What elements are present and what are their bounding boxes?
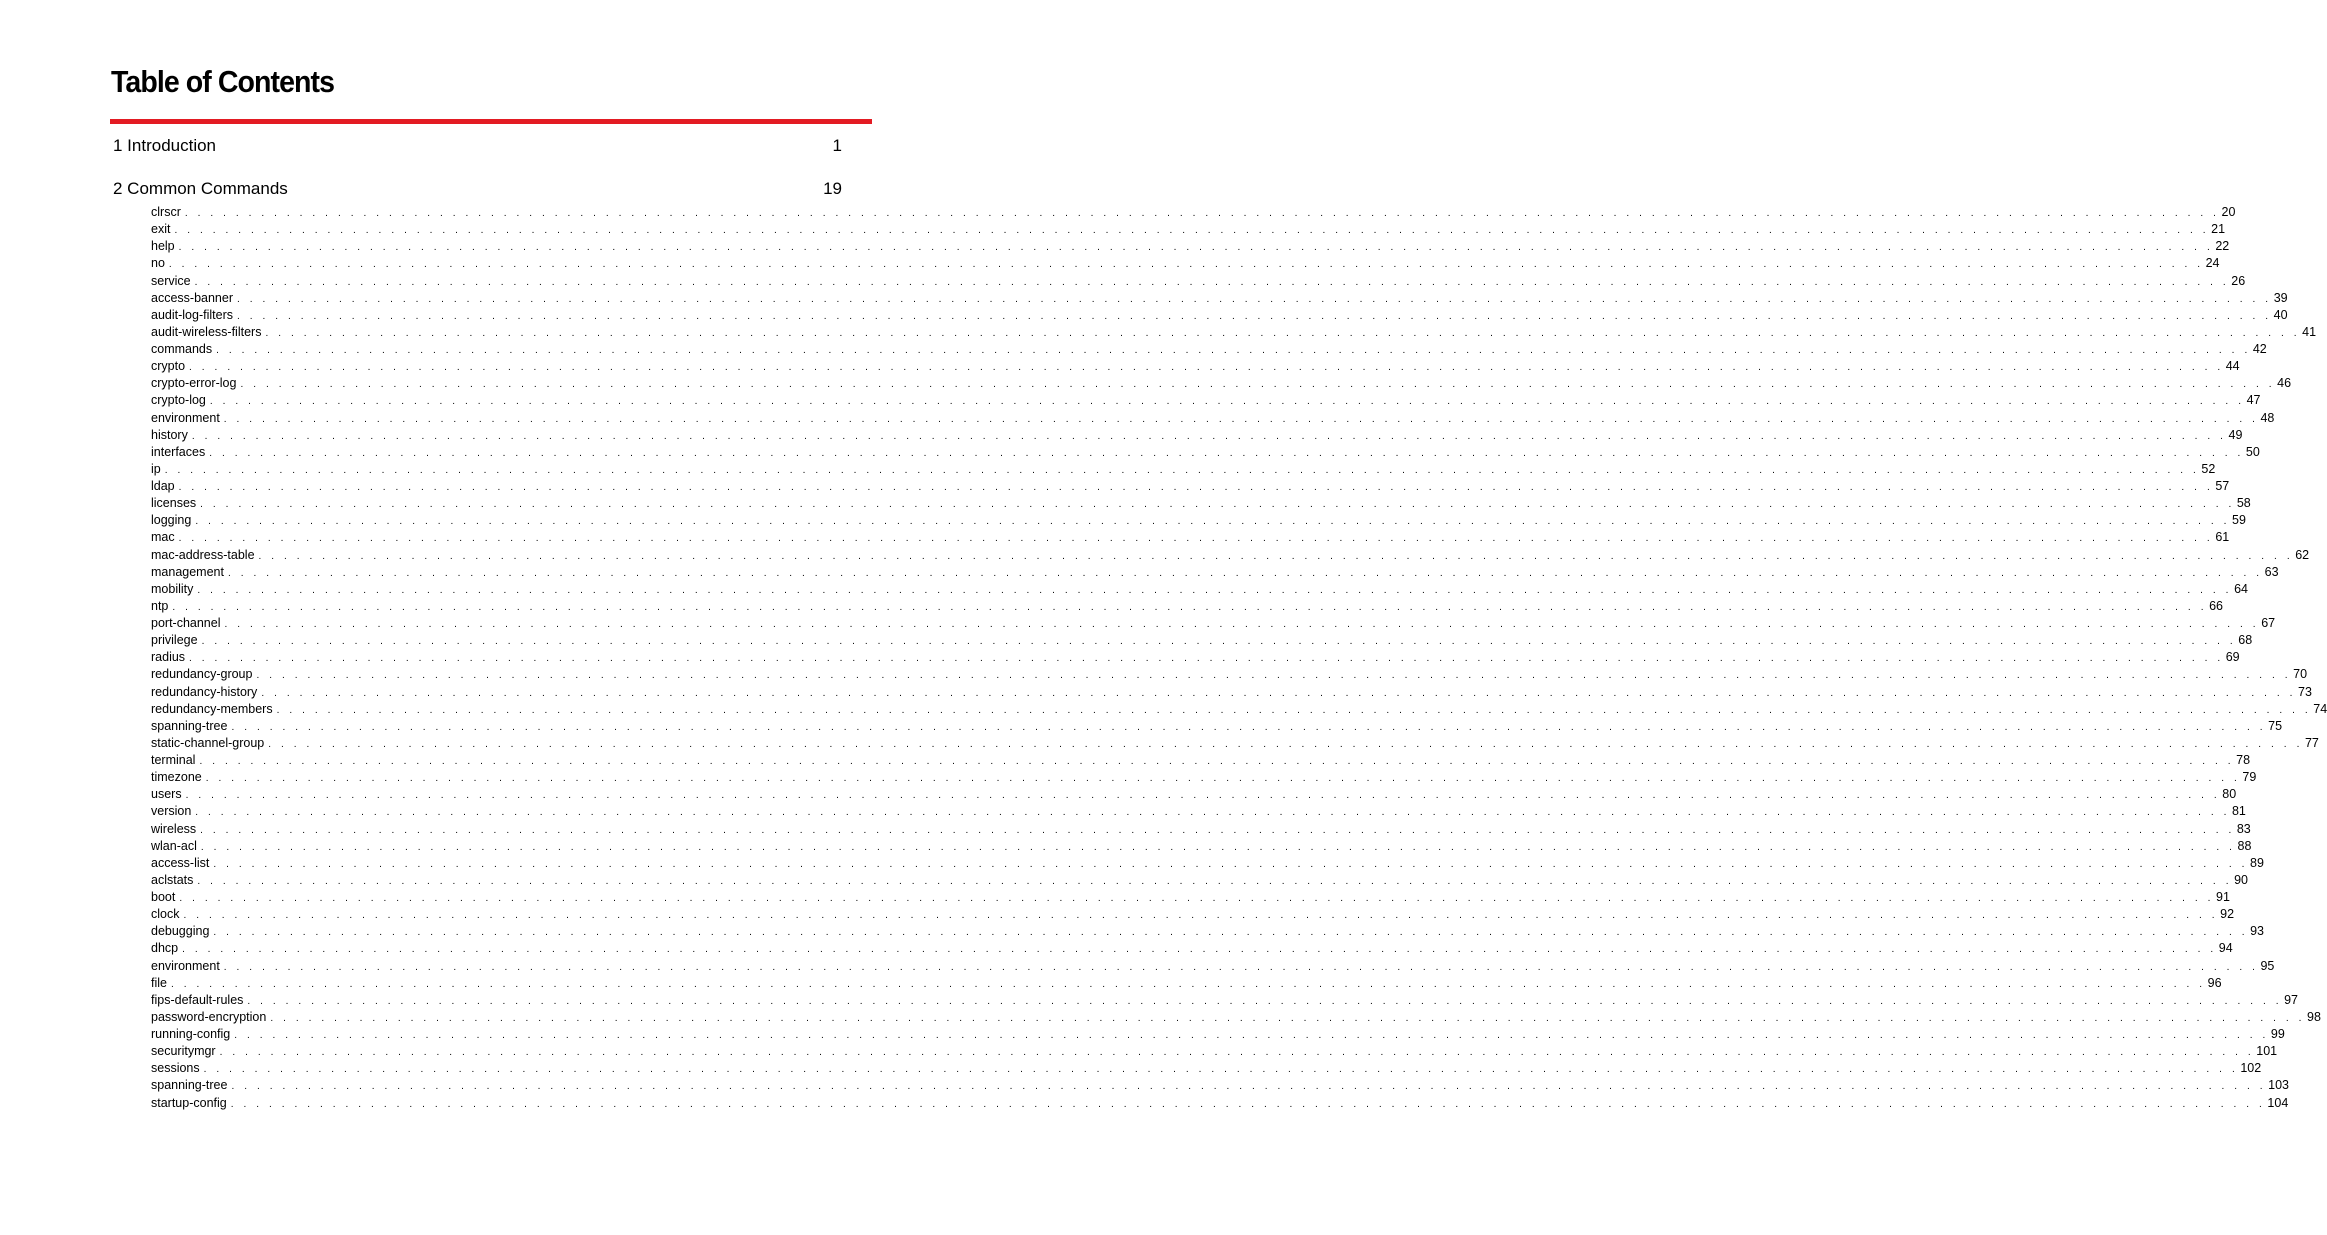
entry-page-number: 50 bbox=[2245, 444, 2260, 459]
entry-name: audit-wireless-filters bbox=[151, 324, 262, 339]
dot-leader: . . . . . . . . . . . . . . . . . . . . . . . . . . . . . . . . . . . . . . . . . . . . . . . . . . . . . . . . . . . . . . . . . . . . . . . . . . . . . . . . . . . . . . . . . . . . . . . . . . . . . . . . . . . . . . . . . . . . . . . . . . . . . . . . . . . . . . . . . . . . . . . . . . . . . . . . . . . . . . . . bbox=[178, 242, 2214, 254]
chapter-title: 2 Common Commands bbox=[113, 179, 288, 198]
entry-name: securitymgr bbox=[151, 1044, 216, 1059]
entry-name: crypto-error-log bbox=[151, 376, 237, 391]
toc-entry[interactable] bbox=[151, 358, 2240, 375]
entry-page-number: 83 bbox=[2236, 821, 2251, 836]
toc-entry[interactable] bbox=[151, 512, 2246, 529]
entry-page-number: 67 bbox=[2261, 616, 2276, 630]
entry-page-number: 73 bbox=[2298, 684, 2312, 699]
dot-leader: . . . . . . . . . . . . . . . . . . . . . . . . . . . . . . . . . . . . . . . . . . . . . . . . . . . . . . . . . . . . . . . . . . . . . . . . . . . . . . . . . . . . . . . . . . . . . . . . . . . . . . . . . . . . . . . . . . . . . . . . . . . . . . . . . . . . . . . . . . . . . . . . . . . . . . . . . . . . . . . . bbox=[256, 670, 2292, 682]
entry-name: timezone bbox=[151, 770, 202, 785]
entry-page-number: 63 bbox=[2264, 564, 2279, 579]
toc-entry[interactable] bbox=[151, 238, 2230, 255]
toc-chapter-introduction[interactable] bbox=[113, 135, 842, 157]
entry-page-number: 24 bbox=[2205, 256, 2220, 271]
entry-page-number: 98 bbox=[2307, 1009, 2321, 1024]
toc-entry[interactable] bbox=[151, 684, 2312, 701]
entry-name: mobility bbox=[151, 581, 194, 596]
entry-page-number: 97 bbox=[2284, 992, 2298, 1007]
entry-page-number: 40 bbox=[2273, 307, 2288, 322]
entry-page-number: 74 bbox=[2313, 701, 2327, 716]
toc-entry[interactable] bbox=[151, 221, 2226, 238]
dot-leader: . . . . . . . . . . . . . . . . . . . . . . . . . . . . . . . . . . . . . . . . . . . . . . . . . . . . . . . . . . . . . . . . . . . . . . . . . . . . . . . . . . . . . . . . . . . . . . . . . . . . . . . . . . . . . . . . . . . . . . . . . . . . . . . . . . . . . . . . . . . . . . . . . . . . . . . . . . . . . . . . bbox=[197, 584, 2233, 596]
toc-entry[interactable] bbox=[151, 666, 2308, 683]
entry-name: debugging bbox=[151, 924, 210, 939]
dot-leader: . . . . . . . . . . . . . . . . . . . . . . . . . . . . . . . . . . . . . . . . . . . . . . . . . . . . . . . . . . . . . . . . . . . . . . . . . . . . . . . . . . . . . . . . . . . . . . . . . . . . . . . . . . . . . . . . . . . . . . . . . . . . . . . . . . . . . . . . . . . . . . . . . . . . . . . . . . . . . . . . bbox=[219, 1047, 2255, 1059]
entry-page-number: 81 bbox=[2231, 804, 2246, 819]
toc-entry[interactable] bbox=[151, 495, 2251, 512]
entry-page-number: 101 bbox=[2256, 1044, 2278, 1059]
toc-entry[interactable] bbox=[151, 735, 2319, 752]
dot-leader: . . . . . . . . . . . . . . . . . . . . . . . . . . . . . . . . . . . . . . . . . . . . . . . . . . . . . . . . . . . . . . . . . . . . . . . . . . . . . . . . . . . . . . . . . . . . . . . . . . . . . . . . . . . . . . . . . . . . . . . . . . . . . . . . . . . . . . . . . . . . . . . . . . . . . . . . . . . . . . . . bbox=[234, 1030, 2269, 1041]
dot-leader: . . . . . . . . . . . . . . . . . . . . . . . . . . . . . . . . . . . . . . . . . . . . . . . . . . . . . . . . . . . . . . . . . . . . . . . . . . . . . . . . . . . . . . . . . . . . . . . . . . . . . . . . . . . . . . . . . . . . . . . . . . . . . . . . . . . . . . . . . . . . . . . . . . . . . . . . . . . . . . . . bbox=[199, 756, 2235, 767]
entry-page-number: 22 bbox=[2215, 239, 2230, 254]
toc-entry[interactable] bbox=[151, 992, 2298, 1009]
entry-name: redundancy-history bbox=[151, 684, 258, 699]
entry-page-number: 92 bbox=[2220, 907, 2235, 922]
entry-name: ip bbox=[151, 461, 161, 476]
dot-leader: . . . . . . . . . . . . . . . . . . . . . . . . . . . . . . . . . . . . . . . . . . . . . . . . . . . . . . . . . . . . . . . . . . . . . . . . . . . . . . . . . . . . . . . . . . . . . . . . . . . . . . . . . . . . . . . . . . . . . . . . . . . . . . . . . . . . . . . . . . . . . . . . . . . . . . . . . . . . . . . . bbox=[195, 516, 2231, 528]
entry-page-number: 68 bbox=[2238, 633, 2253, 648]
dot-leader: . . . . . . . . . . . . . . . . . . . . . . . . . . . . . . . . . . . . . . . . . . . . . . . . . . . . . . . . . . . . . . . . . . . . . . . . . . . . . . . . . . . . . . . . . . . . . . . . . . . . . . . . . . . . . . . . . . . . . . . . . . . . . . . . . . . . . . . . . . . . . . . . . . . . . . . . . . . . . . . . bbox=[189, 362, 2224, 374]
entry-page-number: 46 bbox=[2277, 376, 2292, 391]
entry-name: radius bbox=[151, 650, 186, 665]
dot-leader: . . . . . . . . . . . . . . . . . . . . . . . . . . . . . . . . . . . . . . . . . . . . . . . . . . . . . . . . . . . . . . . . . . . . . . . . . . . . . . . . . . . . . . . . . . . . . . . . . . . . . . . . . . . . . . . . . . . . . . . . . . . . . . . . . . . . . . . . . . . . . . . . . . . . . . . . . . . . . . . . bbox=[191, 430, 2227, 442]
dot-leader: . . . . . . . . . . . . . . . . . . . . . . . . . . . . . . . . . . . . . . . . . . . . . . . . . . . . . . . . . . . . . . . . . . . . . . . . . . . . . . . . . . . . . . . . . . . . . . . . . . . . . . . . . . . . . . . . . . . . . . . . . . . . . . . . . . . . . . . . . . . . . . . . . . . . . . . . . . . . . . . . bbox=[184, 208, 2220, 219]
entry-page-number: 77 bbox=[2304, 735, 2319, 750]
dot-leader: . . . . . . . . . . . . . . . . . . . . . . . . . . . . . . . . . . . . . . . . . . . . . . . . . . . . . . . . . . . . . . . . . . . . . . . . . . . . . . . . . . . . . . . . . . . . . . . . . . . . . . . . . . . . . . . . . . . . . . . . . . . . . . . . . . . . . . . . . . . . . . . . . . . . . . . . . . . . . . . . bbox=[174, 225, 2210, 237]
dot-leader: . . . . . . . . . . . . . . . . . . . . . . . . . . . . . . . . . . . . . . . . . . . . . . . . . . . . . . . . . . . . . . . . . . . . . . . . . . . . . . . . . . . . . . . . . . . . . . . . . . . . . . . . . . . . . . . . . . . . . . . . . . . . . . . . . . . . . . . . . . . . . . . . . . . . . . . . . . . . . . . . bbox=[268, 738, 2303, 750]
dot-leader: . . . . . . . . . . . . . . . . . . . . . . . . . . . . . . . . . . . . . . . . . . . . . . . . . . . . . . . . . . . . . . . . . . . . . . . . . . . . . . . . . . . . . . . . . . . . . . . . . . . . . . . . . . . . . . . . . . . . . . . . . . . . . . . . . . . . . . . . . . . . . . . . . . . . . . . . . . . . . . . . bbox=[247, 995, 2283, 1007]
entry-name: static-channel-group bbox=[151, 735, 265, 750]
dot-leader: . . . . . . . . . . . . . . . . . . . . . . . . . . . . . . . . . . . . . . . . . . . . . . . . . . . . . . . . . . . . . . . . . . . . . . . . . . . . . . . . . . . . . . . . . . . . . . . . . . . . . . . . . . . . . . . . . . . . . . . . . . . . . . . . . . . . . . . . . . . . . . . . . . . . . . . . . . . . . . . . bbox=[183, 910, 2219, 922]
entry-name: environment bbox=[151, 410, 220, 425]
entry-page-number: 47 bbox=[2246, 393, 2261, 408]
toc-entry[interactable] bbox=[151, 547, 2310, 564]
dot-leader: . . . . . . . . . . . . . . . . . . . . . . . . . . . . . . . . . . . . . . . . . . . . . . . . . . . . . . . . . . . . . . . . . . . . . . . . . . . . . . . . . . . . . . . . . . . . . . . . . . . . . . . . . . . . . . . . . . . . . . . . . . . . . . . . . . . . . . . . . . . . . . . . . . . . . . . . . . . . . . . . bbox=[170, 978, 2206, 990]
toc-entry[interactable] bbox=[151, 649, 2240, 666]
entry-page-number: 44 bbox=[2225, 359, 2240, 374]
dot-leader: . . . . . . . . . . . . . . . . . . . . . . . . . . . . . . . . . . . . . . . . . . . . . . . . . . . . . . . . . . . . . . . . . . . . . . . . . . . . . . . . . . . . . . . . . . . . . . . . . . . . . . . . . . . . . . . . . . . . . . . . . . . . . . . . . . . . . . . . . . . . . . . . . . . . . . . . . . . . . . . . bbox=[194, 276, 2230, 288]
dot-leader: . . . . . . . . . . . . . . . . . . . . . . . . . . . . . . . . . . . . . . . . . . . . . . . . . . . . . . . . . . . . . . . . . . . . . . . . . . . . . . . . . . . . . . . . . . . . . . . . . . . . . . . . . . . . . . . . . . . . . . . . . . . . . . . . . . . . . . . . . . . . . . . . . . . . . . . . . . . . . . . . bbox=[200, 824, 2235, 836]
entry-name: running-config bbox=[151, 1027, 231, 1041]
entry-page-number: 59 bbox=[2232, 513, 2246, 528]
toc-entry[interactable] bbox=[151, 392, 2261, 409]
entry-name: wlan-acl bbox=[151, 838, 197, 853]
entry-name: commands bbox=[151, 342, 213, 356]
entry-page-number: 49 bbox=[2228, 427, 2243, 442]
toc-chapter-common-commands[interactable] bbox=[113, 178, 842, 200]
toc-entry[interactable] bbox=[151, 821, 2251, 838]
chapter-page-number: 19 bbox=[823, 179, 842, 198]
toc-entry[interactable] bbox=[151, 769, 2257, 786]
entry-name: aclstats bbox=[151, 872, 194, 887]
dot-leader: . . . . . . . . . . . . . . . . . . . . . . . . . . . . . . . . . . . . . . . . . . . . . . . . . . . . . . . . . . . . . . . . . . . . . . . . . . . . . . . . . . . . . . . . . . . . . . . . . . . . . . . . . . . . . . . . . . . . . . . . . . . . . . . . . . . . . . . . . . . . . . . . . . . . . . . . . . . . . . . . bbox=[179, 893, 2215, 904]
entry-page-number: 70 bbox=[2293, 667, 2308, 682]
entry-name: spanning-tree bbox=[151, 718, 228, 733]
entry-name: spanning-tree bbox=[151, 1078, 228, 1093]
toc-entry[interactable] bbox=[151, 324, 2317, 341]
entry-name: crypto-log bbox=[151, 393, 206, 408]
toc-entry[interactable] bbox=[151, 307, 2288, 324]
dot-leader: . . . . . . . . . . . . . . . . . . . . . . . . . . . . . . . . . . . . . . . . . . . . . . . . . . . . . . . . . . . . . . . . . . . . . . . . . . . . . . . . . . . . . . . . . . . . . . . . . . . . . . . . . . . . . . . . . . . . . . . . . . . . . . . . . . . . . . . . . . . . . . . . . . . . . . . . . . . . . . . . bbox=[185, 790, 2221, 802]
entry-page-number: 57 bbox=[2215, 479, 2230, 493]
entry-page-number: 96 bbox=[2207, 975, 2222, 990]
entry-page-number: 48 bbox=[2260, 410, 2275, 425]
toc-entry[interactable] bbox=[151, 1043, 2278, 1060]
entry-page-number: 20 bbox=[2221, 205, 2236, 219]
dot-leader: . . . . . . . . . . . . . . . . . . . . . . . . . . . . . . . . . . . . . . . . . . . . . . . . . . . . . . . . . . . . . . . . . . . . . . . . . . . . . . . . . . . . . . . . . . . . . . . . . . . . . . . . . . . . . . . . . . . . . . . . . . . . . . . . . . . . . . . . . . . . . . . . . . . . . . . . . . . . . . . . bbox=[205, 773, 2241, 785]
entry-name: boot bbox=[151, 890, 176, 904]
entry-page-number: 89 bbox=[2250, 855, 2264, 870]
toc-entry[interactable] bbox=[151, 958, 2275, 975]
entry-name: crypto bbox=[151, 359, 186, 374]
toc-entry[interactable] bbox=[151, 786, 2237, 803]
entry-page-number: 99 bbox=[2270, 1027, 2285, 1041]
entry-name: users bbox=[151, 787, 182, 802]
title-rule bbox=[110, 119, 872, 124]
entry-name: access-banner bbox=[151, 290, 233, 305]
dot-leader: . . . . . . . . . . . . . . . . . . . . . . . . . . . . . . . . . . . . . . . . . . . . . . . . . . . . . . . . . . . . . . . . . . . . . . . . . . . . . . . . . . . . . . . . . . . . . . . . . . . . . . . . . . . . . . . . . . . . . . . . . . . . . . . . . . . . . . . . . . . . . . . . . . . . . . . . . . . . . . . . bbox=[276, 704, 2312, 716]
entry-name: wireless bbox=[151, 821, 197, 836]
dot-leader: . . . . . . . . . . . . . . . . . . . . . . . . . . . . . . . . . . . . . . . . . . . . . . . . . . . . . . . . . . . . . . . . . . . . . . . . . . . . . . . . . . . . . . . . . . . . . . . . . . . . . . . . . . . . . . . . . . . . . . . . . . . . . . . . . . . . . . . . . . . . . . . . . . . . . . . . . . . . . . . . bbox=[230, 1098, 2266, 1110]
entry-page-number: 26 bbox=[2231, 273, 2246, 288]
entry-page-number: 61 bbox=[2215, 530, 2230, 545]
dot-leader: . . . . . . . . . . . . . . . . . . . . . . . . . . . . . . . . . . . . . . . . . . . . . . . . . . . . . . . . . . . . . . . . . . . . . . . . . . . . . . . . . . . . . . . . . . . . . . . . . . . . . . . . . . . . . . . . . . . . . . . . . . . . . . . . . . . . . . . . . . . . . . . . . . . . . . . . . . . . . . . . bbox=[240, 379, 2276, 391]
entry-name: terminal bbox=[151, 753, 196, 767]
entry-name: mac-address-table bbox=[151, 547, 255, 562]
toc-entry[interactable] bbox=[151, 478, 2230, 495]
entry-page-number: 52 bbox=[2201, 461, 2216, 476]
dot-leader: . . . . . . . . . . . . . . . . . . . . . . . . . . . . . . . . . . . . . . . . . . . . . . . . . . . . . . . . . . . . . . . . . . . . . . . . . . . . . . . . . . . . . . . . . . . . . . . . . . . . . . . . . . . . . . . . . . . . . . . . . . . . . . . . . . . . . . . . . . . . . . . . . . . . . . . . . . . . . . . . bbox=[203, 1064, 2239, 1076]
entry-name: port-channel bbox=[151, 616, 221, 630]
entry-name: privilege bbox=[151, 633, 198, 648]
toc-entry[interactable] bbox=[151, 889, 2230, 906]
toc-entry[interactable] bbox=[151, 906, 2235, 923]
entry-page-number: 94 bbox=[2218, 941, 2233, 956]
dot-leader: . . . . . . . . . . . . . . . . . . . . . . . . . . . . . . . . . . . . . . . . . . . . . . . . . . . . . . . . . . . . . . . . . . . . . . . . . . . . . . . . . . . . . . . . . . . . . . . . . . . . . . . . . . . . . . . . . . . . . . . . . . . . . . . . . . . . . . . . . . . . . . . . . . . . . . . . . . . . . . . . bbox=[178, 533, 2214, 545]
entry-page-number: 104 bbox=[2267, 1095, 2289, 1110]
dot-leader: . . . . . . . . . . . . . . . . . . . . . . . . . . . . . . . . . . . . . . . . . . . . . . . . . . . . . . . . . . . . . . . . . . . . . . . . . . . . . . . . . . . . . . . . . . . . . . . . . . . . . . . . . . . . . . . . . . . . . . . . . . . . . . . . . . . . . . . . . . . . . . . . . . . . . . . . . . . . . . . . bbox=[223, 961, 2259, 973]
toc-entry[interactable] bbox=[151, 598, 2223, 615]
dot-leader: . . . . . . . . . . . . . . . . . . . . . . . . . . . . . . . . . . . . . . . . . . . . . . . . . . . . . . . . . . . . . . . . . . . . . . . . . . . . . . . . . . . . . . . . . . . . . . . . . . . . . . . . . . . . . . . . . . . . . . . . . . . . . . . . . . . . . . . . . . . . . . . . . . . . . . . . . . . . . . . . bbox=[168, 259, 2204, 271]
dot-leader: . . . . . . . . . . . . . . . . . . . . . . . . . . . . . . . . . . . . . . . . . . . . . . . . . . . . . . . . . . . . . . . . . . . . . . . . . . . . . . . . . . . . . . . . . . . . . . . . . . . . . . . . . . . . . . . . . . . . . . . . . . . . . . . . . . . . . . . . . . . . . . . . . . . . . . . . . . . . . . . . bbox=[209, 447, 2244, 459]
toc-entry[interactable] bbox=[151, 1060, 2262, 1077]
dot-leader: . . . . . . . . . . . . . . . . . . . . . . . . . . . . . . . . . . . . . . . . . . . . . . . . . . . . . . . . . . . . . . . . . . . . . . . . . . . . . . . . . . . . . . . . . . . . . . . . . . . . . . . . . . . . . . . . . . . . . . . . . . . . . . . . . . . . . . . . . . . . . . . . . . . . . . . . . . . . . . . . bbox=[195, 807, 2230, 819]
entry-name: file bbox=[151, 975, 167, 990]
entry-name: clrscr bbox=[151, 205, 181, 219]
toc-entry[interactable] bbox=[151, 461, 2216, 478]
page-title: Table of Contents bbox=[111, 64, 335, 99]
dot-leader: . . . . . . . . . . . . . . . . . . . . . . . . . . . . . . . . . . . . . . . . . . . . . . . . . . . . . . . . . . . . . . . . . . . . . . . . . . . . . . . . . . . . . . . . . . . . . . . . . . . . . . . . . . . . . . . . . . . . . . . . . . . . . . . . . . . . . . . . . . . . . . . . . . . . . . . . . . . . . . . . bbox=[224, 619, 2260, 630]
entry-page-number: 90 bbox=[2234, 872, 2248, 887]
dot-leader: . . . . . . . . . . . . . . . . . . . . . . . . . . . . . . . . . . . . . . . . . . . . . . . . . . . . . . . . . . . . . . . . . . . . . . . . . . . . . . . . . . . . . . . . . . . . . . . . . . . . . . . . . . . . . . . . . . . . . . . . . . . . . . . . . . . . . . . . . . . . . . . . . . . . . . . . . . . . . . . . bbox=[265, 327, 2301, 339]
toc-entry[interactable] bbox=[151, 701, 2327, 718]
entry-name: redundancy-group bbox=[151, 667, 253, 682]
toc-entry[interactable] bbox=[151, 290, 2288, 307]
entry-name: startup-config bbox=[151, 1095, 227, 1110]
dot-leader: . . . . . . . . . . . . . . . . . . . . . . . . . . . . . . . . . . . . . . . . . . . . . . . . . . . . . . . . . . . . . . . . . . . . . . . . . . . . . . . . . . . . . . . . . . . . . . . . . . . . . . . . . . . . . . . . . . . . . . . . . . . . . . . . . . . . . . . . . . . . . . . . . . . . . . . . . . . . . . . . bbox=[213, 858, 2249, 870]
entry-name: licenses bbox=[151, 496, 197, 511]
toc-entry[interactable] bbox=[151, 444, 2260, 461]
dot-leader: . . . . . . . . . . . . . . . . . . . . . . . . . . . . . . . . . . . . . . . . . . . . . . . . . . . . . . . . . . . . . . . . . . . . . . . . . . . . . . . . . . . . . . . . . . . . . . . . . . . . . . . . . . . . . . . . . . . . . . . . . . . . . . . . . . . . . . . . . . . . . . . . . . . . . . . . . . . . . . . . bbox=[178, 482, 2214, 493]
chapter-title: 1 Introduction bbox=[113, 136, 217, 155]
entry-page-number: 64 bbox=[2234, 581, 2248, 596]
entry-page-number: 91 bbox=[2216, 890, 2230, 904]
toc-entry[interactable] bbox=[151, 752, 2251, 769]
entry-name: clock bbox=[151, 907, 180, 922]
entry-name: interfaces bbox=[151, 444, 206, 459]
entry-page-number: 95 bbox=[2260, 958, 2275, 973]
toc-entry[interactable] bbox=[151, 1009, 2321, 1026]
entry-page-number: 69 bbox=[2225, 650, 2240, 665]
entry-name: management bbox=[151, 564, 224, 579]
entry-page-number: 78 bbox=[2236, 753, 2251, 767]
toc-entry[interactable] bbox=[151, 427, 2243, 444]
dot-leader: . . . . . . . . . . . . . . . . . . . . . . . . . . . . . . . . . . . . . . . . . . . . . . . . . . . . . . . . . . . . . . . . . . . . . . . . . . . . . . . . . . . . . . . . . . . . . . . . . . . . . . . . . . . . . . . . . . . . . . . . . . . . . . . . . . . . . . . . . . . . . . . . . . . . . . . . . . . . . . . . bbox=[182, 944, 2217, 956]
entry-name: no bbox=[151, 256, 165, 271]
entry-page-number: 75 bbox=[2268, 718, 2283, 733]
entry-page-number: 42 bbox=[2252, 342, 2267, 356]
entry-page-number: 62 bbox=[2295, 547, 2310, 562]
chapter-page-number: 1 bbox=[832, 136, 842, 155]
toc-entry[interactable] bbox=[151, 940, 2233, 957]
entry-name: redundancy-members bbox=[151, 701, 273, 716]
entry-name: sessions bbox=[151, 1061, 200, 1076]
entry-name: service bbox=[151, 273, 191, 288]
toc-entry[interactable] bbox=[151, 975, 2222, 992]
entry-name: version bbox=[151, 804, 192, 819]
toc-entry[interactable] bbox=[151, 615, 2276, 632]
toc-entry[interactable] bbox=[151, 204, 2236, 221]
dot-leader: . . . . . . . . . . . . . . . . . . . . . . . . . . . . . . . . . . . . . . . . . . . . . . . . . . . . . . . . . . . . . . . . . . . . . . . . . . . . . . . . . . . . . . . . . . . . . . . . . . . . . . . . . . . . . . . . . . . . . . . . . . . . . . . . . . . . . . . . . . . . . . . . . . . . . . . . . . . . . . . . bbox=[231, 721, 2267, 733]
dot-leader: . . . . . . . . . . . . . . . . . . . . . . . . . . . . . . . . . . . . . . . . . . . . . . . . . . . . . . . . . . . . . . . . . . . . . . . . . . . . . . . . . . . . . . . . . . . . . . . . . . . . . . . . . . . . . . . . . . . . . . . . . . . . . . . . . . . . . . . . . . . . . . . . . . . . . . . . . . . . . . . . bbox=[261, 687, 2296, 699]
toc-entry[interactable] bbox=[151, 273, 2246, 290]
entry-name: ldap bbox=[151, 479, 175, 493]
toc-entry[interactable] bbox=[151, 718, 2283, 735]
toc-entry[interactable] bbox=[151, 923, 2264, 940]
dot-leader: . . . . . . . . . . . . . . . . . . . . . . . . . . . . . . . . . . . . . . . . . . . . . . . . . . . . . . . . . . . . . . . . . . . . . . . . . . . . . . . . . . . . . . . . . . . . . . . . . . . . . . . . . . . . . . . . . . . . . . . . . . . . . . . . . . . . . . . . . . . . . . . . . . . . . . . . . . . . . . . . bbox=[164, 464, 2200, 476]
dot-leader: . . . . . . . . . . . . . . . . . . . . . . . . . . . . . . . . . . . . . . . . . . . . . . . . . . . . . . . . . . . . . . . . . . . . . . . . . . . . . . . . . . . . . . . . . . . . . . . . . . . . . . . . . . . . . . . . . . . . . . . . . . . . . . . . . . . . . . . . . . . . . . . . . . . . . . . . . . . . . . . . bbox=[172, 601, 2208, 613]
toc-entry[interactable] bbox=[151, 255, 2220, 272]
toc-entry-list bbox=[151, 204, 2327, 1112]
dot-leader: . . . . . . . . . . . . . . . . . . . . . . . . . . . . . . . . . . . . . . . . . . . . . . . . . . . . . . . . . . . . . . . . . . . . . . . . . . . . . . . . . . . . . . . . . . . . . . . . . . . . . . . . . . . . . . . . . . . . . . . . . . . . . . . . . . . . . . . . . . . . . . . . . . . . . . . . . . . . . . . . bbox=[200, 841, 2236, 853]
entry-name: ntp bbox=[151, 598, 169, 613]
dot-leader: . . . . . . . . . . . . . . . . . . . . . . . . . . . . . . . . . . . . . . . . . . . . . . . . . . . . . . . . . . . . . . . . . . . . . . . . . . . . . . . . . . . . . . . . . . . . . . . . . . . . . . . . . . . . . . . . . . . . . . . . . . . . . . . . . . . . . . . . . . . . . . . . . . . . . . . . . . . . . . . . bbox=[216, 345, 2251, 356]
entry-page-number: 79 bbox=[2242, 770, 2257, 785]
dot-leader: . . . . . . . . . . . . . . . . . . . . . . . . . . . . . . . . . . . . . . . . . . . . . . . . . . . . . . . . . . . . . . . . . . . . . . . . . . . . . . . . . . . . . . . . . . . . . . . . . . . . . . . . . . . . . . . . . . . . . . . . . . . . . . . . . . . . . . . . . . . . . . . . . . . . . . . . . . . . . . . . bbox=[189, 653, 2224, 665]
entry-page-number: 80 bbox=[2222, 787, 2237, 802]
entry-name: audit-log-filters bbox=[151, 307, 233, 322]
dot-leader: . . . . . . . . . . . . . . . . . . . . . . . . . . . . . . . . . . . . . . . . . . . . . . . . . . . . . . . . . . . . . . . . . . . . . . . . . . . . . . . . . . . . . . . . . . . . . . . . . . . . . . . . . . . . . . . . . . . . . . . . . . . . . . . . . . . . . . . . . . . . . . . . . . . . . . . . . . . . . . . . bbox=[236, 310, 2272, 322]
entry-name: dhcp bbox=[151, 941, 179, 956]
entry-name: environment bbox=[151, 958, 220, 973]
dot-leader: . . . . . . . . . . . . . . . . . . . . . . . . . . . . . . . . . . . . . . . . . . . . . . . . . . . . . . . . . . . . . . . . . . . . . . . . . . . . . . . . . . . . . . . . . . . . . . . . . . . . . . . . . . . . . . . . . . . . . . . . . . . . . . . . . . . . . . . . . . . . . . . . . . . . . . . . . . . . . . . . bbox=[227, 567, 2263, 579]
toc-entry[interactable] bbox=[151, 529, 2230, 546]
toc-entry[interactable] bbox=[151, 803, 2246, 820]
dot-leader: . . . . . . . . . . . . . . . . . . . . . . . . . . . . . . . . . . . . . . . . . . . . . . . . . . . . . . . . . . . . . . . . . . . . . . . . . . . . . . . . . . . . . . . . . . . . . . . . . . . . . . . . . . . . . . . . . . . . . . . . . . . . . . . . . . . . . . . . . . . . . . . . . . . . . . . . . . . . . . . . bbox=[258, 550, 2294, 562]
dot-leader: . . . . . . . . . . . . . . . . . . . . . . . . . . . . . . . . . . . . . . . . . . . . . . . . . . . . . . . . . . . . . . . . . . . . . . . . . . . . . . . . . . . . . . . . . . . . . . . . . . . . . . . . . . . . . . . . . . . . . . . . . . . . . . . . . . . . . . . . . . . . . . . . . . . . . . . . . . . . . . . . bbox=[213, 927, 2249, 939]
entry-page-number: 66 bbox=[2209, 598, 2223, 613]
toc-entry[interactable] bbox=[151, 632, 2253, 649]
toc-entry[interactable] bbox=[151, 1026, 2285, 1043]
entry-name: logging bbox=[151, 513, 192, 528]
toc-entry[interactable] bbox=[151, 1077, 2289, 1094]
entry-name: mac bbox=[151, 530, 175, 545]
entry-page-number: 58 bbox=[2236, 496, 2251, 511]
entry-page-number: 88 bbox=[2237, 838, 2252, 853]
dot-leader: . . . . . . . . . . . . . . . . . . . . . . . . . . . . . . . . . . . . . . . . . . . . . . . . . . . . . . . . . . . . . . . . . . . . . . . . . . . . . . . . . . . . . . . . . . . . . . . . . . . . . . . . . . . . . . . . . . . . . . . . . . . . . . . . . . . . . . . . . . . . . . . . . . . . . . . . . . . . . . . . bbox=[237, 293, 2272, 305]
toc-entry[interactable] bbox=[151, 1095, 2289, 1112]
entry-page-number: 41 bbox=[2302, 324, 2317, 339]
entry-page-number: 102 bbox=[2240, 1061, 2262, 1076]
toc-entry[interactable] bbox=[151, 564, 2279, 581]
dot-leader: . . . . . . . . . . . . . . . . . . . . . . . . . . . . . . . . . . . . . . . . . . . . . . . . . . . . . . . . . . . . . . . . . . . . . . . . . . . . . . . . . . . . . . . . . . . . . . . . . . . . . . . . . . . . . . . . . . . . . . . . . . . . . . . . . . . . . . . . . . . . . . . . . . . . . . . . . . . . . . . . bbox=[231, 1081, 2267, 1093]
dot-leader: . . . . . . . . . . . . . . . . . . . . . . . . . . . . . . . . . . . . . . . . . . . . . . . . . . . . . . . . . . . . . . . . . . . . . . . . . . . . . . . . . . . . . . . . . . . . . . . . . . . . . . . . . . . . . . . . . . . . . . . . . . . . . . . . . . . . . . . . . . . . . . . . . . . . . . . . . . . . . . . . bbox=[197, 875, 2233, 887]
dot-leader: . . . . . . . . . . . . . . . . . . . . . . . . . . . . . . . . . . . . . . . . . . . . . . . . . . . . . . . . . . . . . . . . . . . . . . . . . . . . . . . . . . . . . . . . . . . . . . . . . . . . . . . . . . . . . . . . . . . . . . . . . . . . . . . . . . . . . . . . . . . . . . . . . . . . . . . . . . . . . . . . bbox=[270, 1012, 2306, 1024]
dot-leader: . . . . . . . . . . . . . . . . . . . . . . . . . . . . . . . . . . . . . . . . . . . . . . . . . . . . . . . . . . . . . . . . . . . . . . . . . . . . . . . . . . . . . . . . . . . . . . . . . . . . . . . . . . . . . . . . . . . . . . . . . . . . . . . . . . . . . . . . . . . . . . . . . . . . . . . . . . . . . . . . bbox=[223, 413, 2259, 425]
entry-name: help bbox=[151, 239, 175, 254]
dot-leader: . . . . . . . . . . . . . . . . . . . . . . . . . . . . . . . . . . . . . . . . . . . . . . . . . . . . . . . . . . . . . . . . . . . . . . . . . . . . . . . . . . . . . . . . . . . . . . . . . . . . . . . . . . . . . . . . . . . . . . . . . . . . . . . . . . . . . . . . . . . . . . . . . . . . . . . . . . . . . . . . bbox=[209, 396, 2245, 408]
entry-page-number: 103 bbox=[2268, 1078, 2289, 1093]
entry-page-number: 21 bbox=[2211, 222, 2226, 237]
entry-name: fips-default-rules bbox=[151, 992, 244, 1007]
toc-entry[interactable] bbox=[151, 872, 2248, 889]
entry-page-number: 93 bbox=[2250, 924, 2264, 939]
toc-entry[interactable] bbox=[151, 855, 2264, 872]
dot-leader: . . . . . . . . . . . . . . . . . . . . . . . . . . . . . . . . . . . . . . . . . . . . . . . . . . . . . . . . . . . . . . . . . . . . . . . . . . . . . . . . . . . . . . . . . . . . . . . . . . . . . . . . . . . . . . . . . . . . . . . . . . . . . . . . . . . . . . . . . . . . . . . . . . . . . . . . . . . . . . . . bbox=[200, 499, 2235, 511]
entry-name: exit bbox=[151, 222, 171, 237]
dot-leader: . . . . . . . . . . . . . . . . . . . . . . . . . . . . . . . . . . . . . . . . . . . . . . . . . . . . . . . . . . . . . . . . . . . . . . . . . . . . . . . . . . . . . . . . . . . . . . . . . . . . . . . . . . . . . . . . . . . . . . . . . . . . . . . . . . . . . . . . . . . . . . . . . . . . . . . . . . . . . . . . bbox=[201, 636, 2237, 648]
toc-entry[interactable] bbox=[151, 838, 2252, 855]
entry-name: history bbox=[151, 427, 188, 442]
entry-page-number: 39 bbox=[2273, 290, 2288, 305]
toc-entry[interactable] bbox=[151, 341, 2267, 358]
toc-entry[interactable] bbox=[151, 410, 2275, 427]
toc-entry[interactable] bbox=[151, 581, 2248, 598]
toc-entry[interactable] bbox=[151, 375, 2292, 392]
entry-name: password-encryption bbox=[151, 1009, 267, 1024]
entry-name: access-list bbox=[151, 855, 210, 870]
